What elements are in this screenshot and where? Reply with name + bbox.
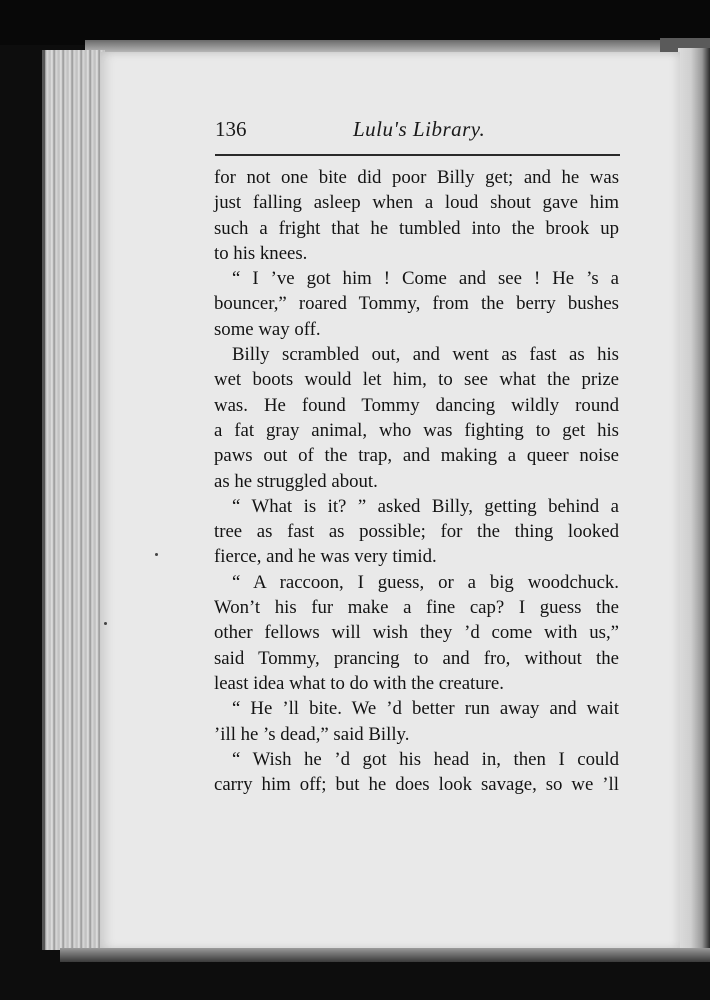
text-line: “ I ’ve got him ! Come and see ! He ’s a <box>232 268 619 290</box>
page-number: 136 <box>215 117 247 141</box>
text-line: other fellows will wish they ’d come with us,” <box>214 622 619 644</box>
text-line: to his knees. <box>214 242 308 264</box>
book-cover-top-edge <box>85 40 675 52</box>
running-title: Lulu's Library. <box>353 117 486 141</box>
text-line: “ Wish he ’d got his head in, then I could <box>232 748 619 770</box>
text-line: bouncer,” roared Tommy, from the berry bushes <box>214 293 619 315</box>
text-line: least idea what to do with the creature. <box>214 672 504 694</box>
running-header <box>215 117 620 147</box>
page-stack-left-edge <box>42 50 105 950</box>
header-rule <box>215 154 620 156</box>
text-line: for not one bite did poor Billy get; and he was <box>214 167 619 188</box>
text-line: as he struggled about. <box>214 470 378 492</box>
text-line: some way off. <box>214 318 321 340</box>
dark-background <box>0 0 710 45</box>
text-line: such a fright that he tumbled into the brook up <box>214 217 619 239</box>
text-line: was. He found Tommy dancing wildly round <box>214 394 619 416</box>
text-line: said Tommy, prancing to and fro, without the <box>214 647 619 669</box>
text-line: Billy scrambled out, and went as fast as his <box>232 344 619 366</box>
text-line: ’ill he ’s dead,” said Billy. <box>214 723 410 745</box>
text-line: just falling asleep when a loud shout gave him <box>214 192 619 214</box>
facing-page-edge <box>678 48 710 953</box>
book-cover-bottom-edge <box>60 948 710 962</box>
text-line: wet boots would let him, to see what the prize <box>214 369 619 391</box>
text-line: carry him off; but he does look savage, so we ’ll <box>214 774 619 796</box>
text-line: Won’t his fur make a fine cap? I guess the <box>214 597 619 619</box>
text-line: “ What is it? ” asked Billy, getting behind a <box>232 495 619 517</box>
text-line: “ He ’ll bite. We ’d better run away and wait <box>232 698 619 720</box>
text-line: paws out of the trap, and making a queer noise <box>214 445 619 467</box>
paper-speck <box>155 553 158 556</box>
text-line: “ A raccoon, I guess, or a big woodchuck. <box>232 571 619 593</box>
text-line: tree as fast as possible; for the thing looked <box>214 521 619 543</box>
text-line: fierce, and he was very timid. <box>214 546 437 568</box>
body-text <box>214 165 619 797</box>
paper-speck <box>104 622 107 625</box>
text-line: a fat gray animal, who was fighting to get his <box>214 419 619 441</box>
